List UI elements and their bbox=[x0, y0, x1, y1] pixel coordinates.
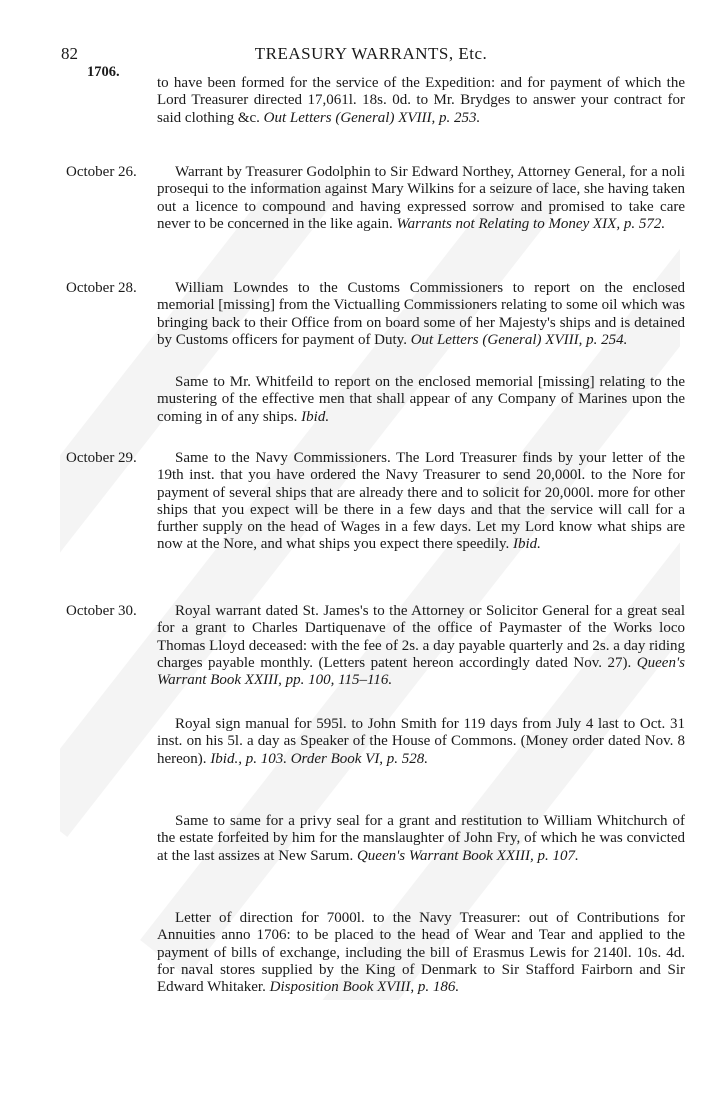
entry-reference: Ibid., p. 103. Order Book VI, p. 528. bbox=[210, 750, 429, 767]
entry-body: Royal sign manual for 595l. to John Smith for 119 days from July 4 last to Oct. 31 inst. on his 5l. a day as Speaker of the House of Commons. (Money order dated Nov. 8 hereon). bbox=[157, 716, 685, 767]
page-header bbox=[61, 44, 681, 66]
page-number: 82 bbox=[61, 44, 78, 63]
entry-reference: Ibid. bbox=[513, 536, 541, 553]
entry-reference: Queen's Warrant Book XXIII, pp. 100, 115–116. bbox=[157, 654, 685, 689]
entry-body: Same to Mr. Whitfeild to report on the enclosed memorial [missing] relating to the mustering of the effective men that shall appear of any Company of Marines upon the coming in of any ships. bbox=[157, 374, 685, 425]
entry-body: Same to the Navy Commissioners. The Lord Treasurer finds by your letter of the 19th inst. that you have ordered the Navy Treasurer to send 20,000l. to the Nore for payment of several ships that are already there and to solicit for 20,000l. more for other ships that you expect will be there in a few days and that the service will call for a further supply on the head of Wages in a few days. Let my Lord know what ships are now at the Nore, and what ships you expect there speedily. bbox=[157, 450, 685, 553]
entry-body: to have been formed for the service of the Expedition: and for payment of which the Lord Treasurer directed 17,061l. 18s. 0d. to Mr. Brydges to answer your contract for said clothing &c. bbox=[157, 75, 685, 126]
entry-reference: Out Letters (General) XVIII, p. 254. bbox=[410, 331, 628, 348]
entry-body: Same to same for a privy seal for a grant and restitution to William Whitchurch of the estate forfeited by him for the manslaughter of John Fry, of which he was convicted at the last assizes at New Sarum. bbox=[157, 813, 685, 864]
entry-reference: Out Letters (General) XVIII, p. 253. bbox=[263, 109, 481, 126]
entry-body: Warrant by Treasurer Godolphin to Sir Edward Northey, Attorney General, for a noli prosequi to the information against Mary Wilkins for a seizure of lace, she having taken out a licence to compound and having expressed sorrow and promised to take care never to be concerned in the like again. bbox=[157, 164, 685, 232]
entry-text bbox=[157, 603, 685, 689]
entry-text bbox=[157, 813, 685, 865]
entry-text bbox=[157, 75, 685, 127]
entry-text bbox=[157, 374, 685, 426]
entry-text bbox=[157, 280, 685, 349]
entry-text bbox=[157, 910, 685, 996]
entry-reference: Ibid. bbox=[301, 408, 330, 425]
entry-reference: Warrants not Relating to Money XIX, p. 572. bbox=[396, 215, 666, 232]
entry-reference: Disposition Book XVIII, p. 186. bbox=[269, 979, 460, 996]
entry-text bbox=[157, 164, 685, 233]
entry-date: October 30. bbox=[66, 603, 137, 619]
entry-text bbox=[157, 450, 685, 554]
entry-text bbox=[157, 716, 685, 768]
entry-reference: Queen's Warrant Book XXIII, p. 107. bbox=[356, 847, 579, 864]
entry-date: October 26. bbox=[66, 164, 137, 180]
running-head: TREASURY WARRANTS, Etc. bbox=[254, 44, 488, 63]
year-marker: 1706. bbox=[87, 64, 120, 80]
entry-body: William Lowndes to the Customs Commissioners to report on the enclosed memorial [missing] from the Victualling Commissioners relating to some oil which was bringing back to their Office from on board some of her Majesty's ships and is detained by Customs officers for payment of Duty. bbox=[157, 280, 685, 348]
entry-date: October 28. bbox=[66, 280, 137, 296]
entry-body: Royal warrant dated St. James's to the Attorney or Solicitor General for a great seal for a grant to Charles Dartiquenave of the office of Paymaster of the Works loco Thomas Lloyd deceased: with the fee of 2s. a day payable quarterly and 2s. a day riding charges payable monthly. (Letters patent hereon accordingly dated Nov. 27). bbox=[157, 603, 685, 671]
entry-body: Letter of direction for 7000l. to the Navy Treasurer: out of Contributions for Annuities anno 1706: to be placed to the head of Wear and Tear and applied to the payment of bills of exchange, including the bill of Erasmus Lewis for 2140l. 10s. 4d. for naval stores supplied by the King of Denmark to Sir Stafford Fairborn and Sir Edward Whitaker. bbox=[157, 910, 685, 996]
entry-date: October 29. bbox=[66, 450, 137, 466]
